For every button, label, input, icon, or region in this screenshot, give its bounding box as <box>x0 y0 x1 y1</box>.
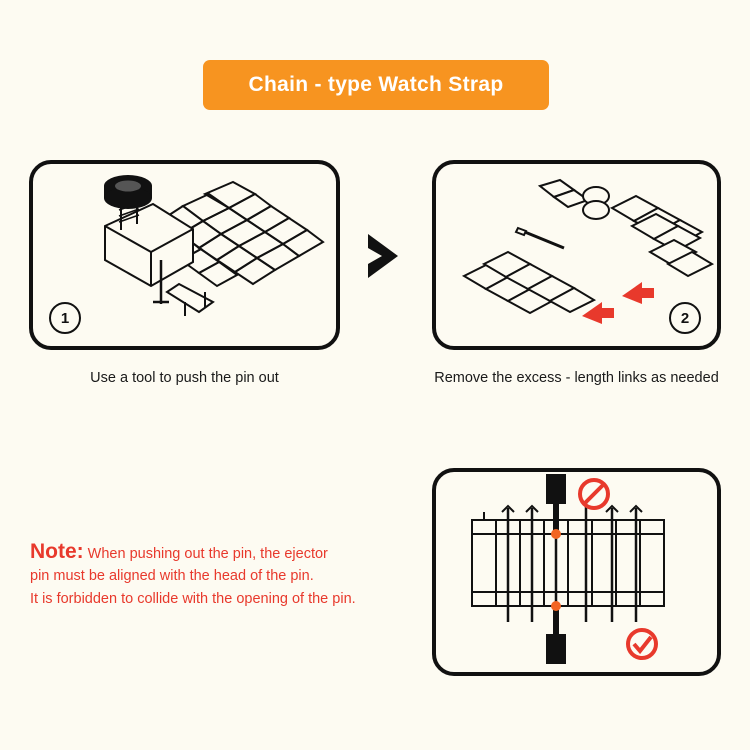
page-title-banner <box>203 60 549 110</box>
note-block <box>30 540 420 610</box>
step-2-caption: Remove the excess - length links as needed <box>434 370 719 386</box>
step-2-badge: 2 <box>669 302 701 334</box>
step-2-panel <box>432 160 721 350</box>
prohibited-icon <box>580 480 608 508</box>
pin-alignment-detail-illustration <box>436 472 717 672</box>
note-label: Note: <box>30 540 84 563</box>
tool-knob <box>104 175 152 209</box>
ejector-wrong <box>546 474 566 539</box>
note-line-3: It is forbidden to collide with the opening of the pin. <box>30 590 356 607</box>
note-line-2: pin must be aligned with the head of the pin. <box>30 568 314 585</box>
detail-panel <box>432 468 721 676</box>
note-line-1: When pushing out the pin, the ejector <box>87 546 328 562</box>
page-title: Chain - type Watch Strap <box>248 73 504 96</box>
check-circle-icon <box>628 630 656 658</box>
direction-arrows <box>582 282 654 324</box>
step-1-badge: 1 <box>49 302 81 334</box>
step-1-caption: Use a tool to push the pin out <box>90 370 279 386</box>
ejector-correct <box>546 601 566 664</box>
flow-arrow-icon <box>358 228 414 284</box>
step-1-panel <box>29 160 340 350</box>
